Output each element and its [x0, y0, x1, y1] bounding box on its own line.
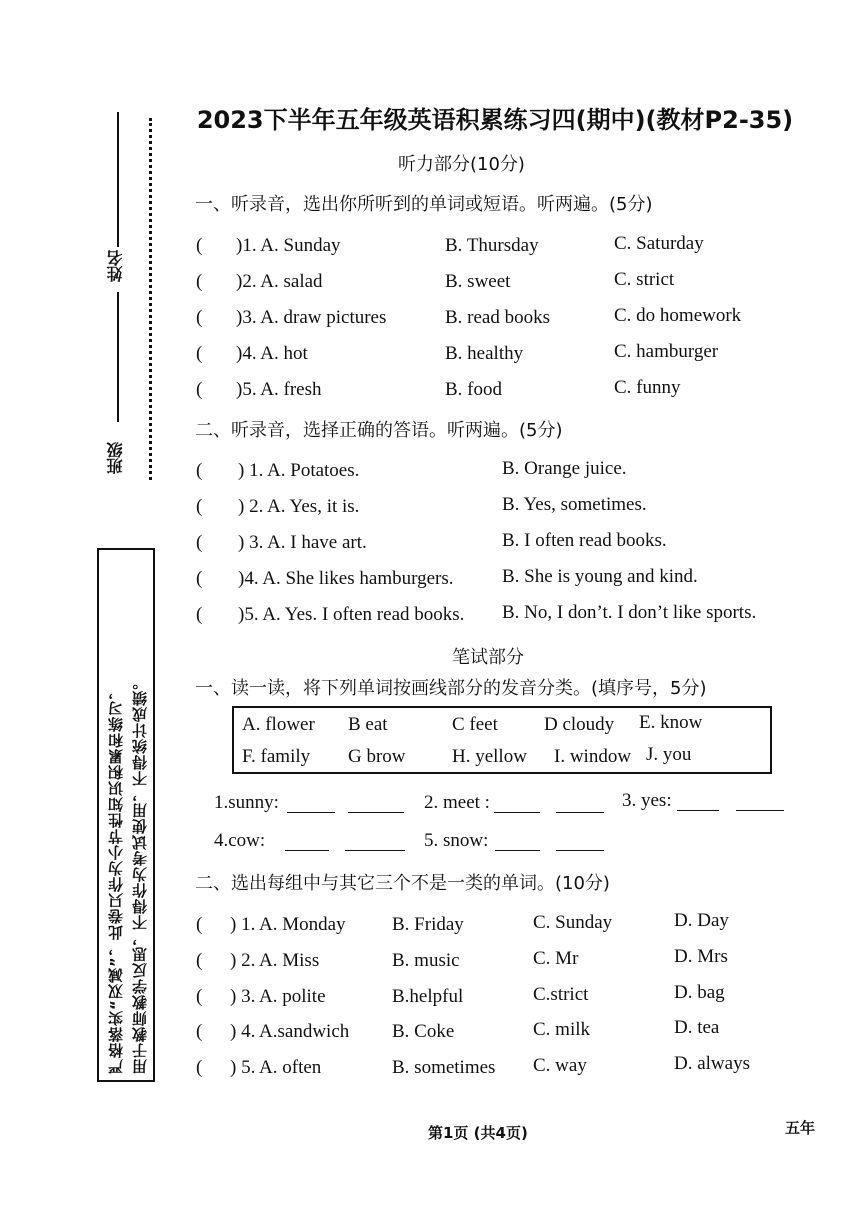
class-label: 班级: [106, 442, 125, 474]
word-option: B eat: [348, 714, 388, 735]
word-box: [232, 706, 772, 774]
listening-heading: 听力部分(10分): [398, 154, 525, 175]
fill-label: 1.sunny:: [214, 792, 279, 813]
word-option: C feet: [452, 714, 498, 735]
list-item: ( ) 5. A. often B. sometimes C. way D. always: [196, 1053, 750, 1078]
word-option: J. you: [646, 744, 692, 765]
word-option: F. family: [242, 746, 311, 767]
answer-blank[interactable]: [677, 794, 719, 811]
answer-blank[interactable]: [287, 796, 335, 813]
answer-blank[interactable]: [556, 796, 604, 813]
written-heading: 笔试部分: [452, 647, 524, 668]
list-item: ( )5. A. fresh B. food C. funny: [196, 377, 681, 400]
written-part2-heading: 二、选出每组中与其它三个不是一类的单词。(10分): [195, 873, 610, 894]
binding-dotted-line: [149, 118, 152, 480]
list-item: ( )4. A. hot B. healthy C. hamburger: [196, 341, 719, 364]
answer-paren: (: [196, 1057, 203, 1078]
answer-blank[interactable]: [348, 796, 404, 813]
word-option: H. yellow: [452, 746, 527, 767]
listening2-heading: 二、听录音，选择正确的答语。听两遍。(5分): [195, 420, 563, 441]
list-item: ( )3. A. draw pictures B. read books C. do homework: [196, 305, 742, 328]
list-item: ( ) 3. A. polite B.helpful C.strict D. bag: [196, 982, 725, 1007]
answer-paren: (: [196, 379, 203, 400]
fill-label: 3. yes:: [622, 790, 672, 811]
answer-blank[interactable]: [495, 834, 540, 851]
answer-blank[interactable]: [556, 834, 604, 851]
answer-paren: (: [196, 950, 203, 971]
notice-box: [97, 548, 155, 1082]
answer-blank[interactable]: [285, 834, 329, 851]
fill-label: 5. snow:: [424, 830, 489, 851]
answer-paren: (: [196, 532, 203, 553]
answer-paren: (: [196, 343, 203, 364]
word-option: A. flower: [242, 714, 315, 735]
list-item: ( ) 1. A. Potatoes. B. Orange juice.: [196, 458, 627, 481]
written-part1-heading: 一、读一读，将下列单词按画线部分的发音分类。(填序号，5分): [195, 678, 707, 699]
answer-paren: (: [196, 496, 203, 517]
fill-label: 2. meet :: [424, 792, 490, 813]
answer-paren: (: [196, 307, 203, 328]
answer-blank[interactable]: [494, 796, 540, 813]
name-label: 姓名: [106, 250, 125, 282]
answer-paren: (: [196, 568, 203, 589]
binding-line-mid: [117, 292, 119, 422]
answer-paren: (: [196, 460, 203, 481]
answer-paren: (: [196, 604, 203, 625]
grade-label: 五年: [785, 1119, 816, 1137]
word-option: I. window: [554, 746, 632, 767]
answer-paren: (: [196, 235, 203, 256]
list-item: ( ) 3. A. I have art. B. I often read books.: [196, 530, 667, 553]
notice-line-2: 用于教师教学反思，不得作为考试使用，不得统计成绩。: [131, 674, 149, 1074]
list-item: ( ) 4. A.sandwich B. Coke C. milk D. tea: [196, 1017, 720, 1042]
list-item: ( )4. A. She likes hamburgers. B. She is young and kind.: [196, 566, 698, 589]
list-item: ( ) 2. A. Yes, it is. B. Yes, sometimes.: [196, 494, 647, 517]
notice-line-1: 严格落实“双减”，此卷只作为小节性知识积累和练习，: [107, 684, 125, 1074]
list-item: ( ) 1. A. Monday B. Friday C. Sunday D. Day: [196, 910, 729, 935]
answer-paren: (: [196, 271, 203, 292]
answer-paren: (: [196, 986, 203, 1007]
page-number: 第1页 (共4页): [428, 1124, 528, 1142]
answer-paren: (: [196, 914, 203, 935]
list-item: ( )5. A. Yes. I often read books. B. No, I don’t. I don’t like sports.: [196, 602, 757, 625]
fill-label: 4.cow:: [214, 830, 266, 851]
answer-blank[interactable]: [736, 794, 784, 811]
answer-blank[interactable]: [345, 834, 405, 851]
listening1-heading: 一、听录音，选出你所听到的单词或短语。听两遍。(5分): [195, 194, 653, 215]
page-title: 2023下半年五年级英语积累练习四(期中)(教材P2-35): [196, 106, 794, 134]
list-item: ( )2. A. salad B. sweet C. strict: [196, 269, 675, 292]
list-item: ( )1. A. Sunday B. Thursday C. Saturday: [196, 233, 704, 256]
word-option: G brow: [348, 746, 406, 767]
answer-paren: (: [196, 1021, 203, 1042]
word-option: E. know: [639, 712, 703, 733]
word-option: D cloudy: [544, 714, 615, 735]
list-item: ( ) 2. A. Miss B. music C. Mr D. Mrs: [196, 946, 728, 971]
